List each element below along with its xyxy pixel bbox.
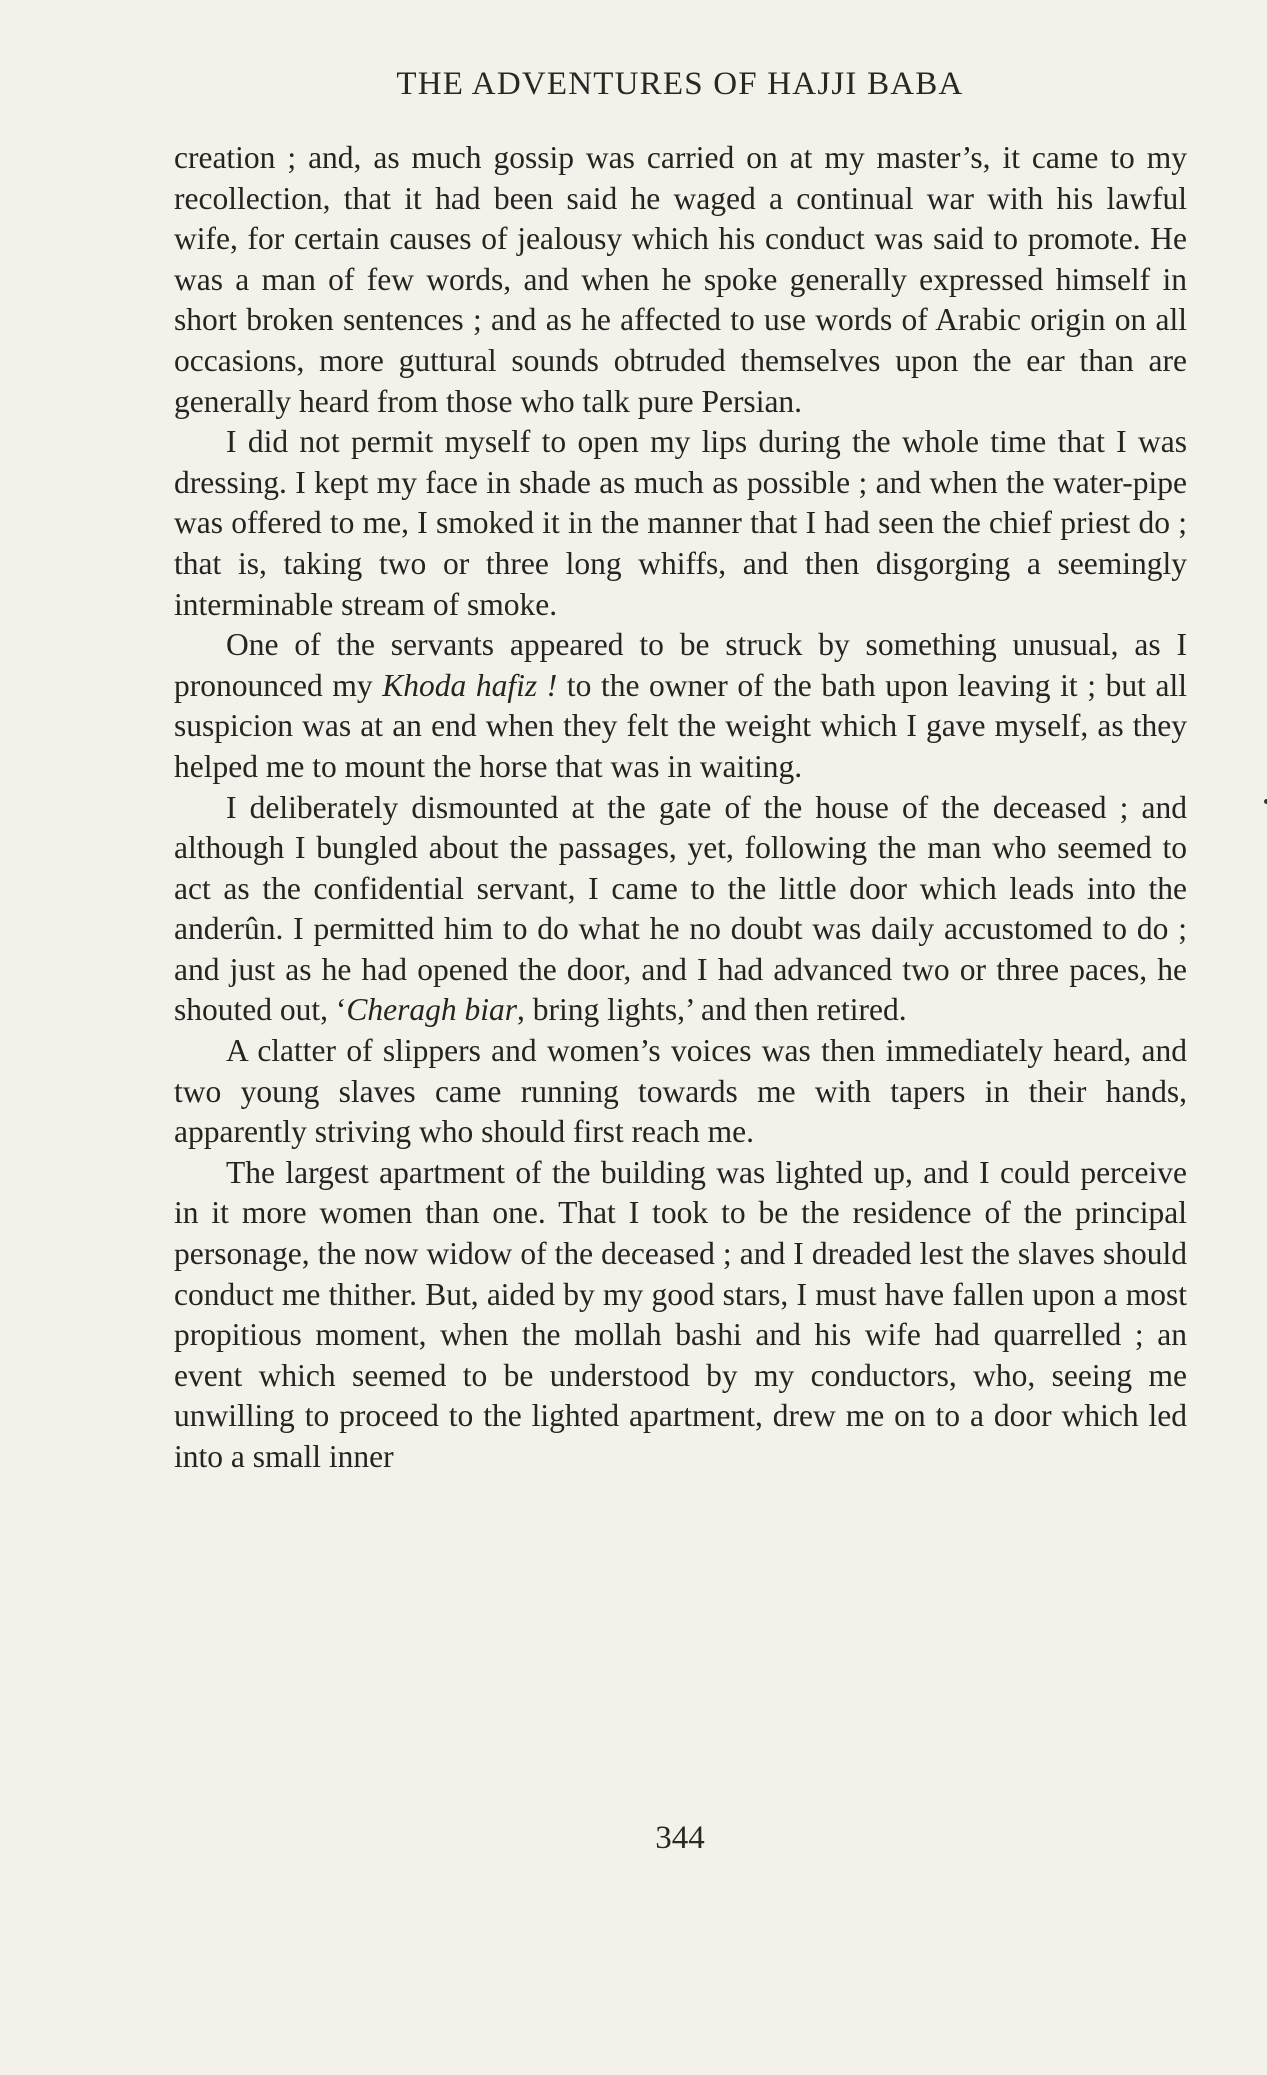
text-run: to the owner of the bath upon leaving it ; but all suspicion was at an end when they felt the weight which I gave myself, as they helped me to mount the horse that was in waiting. <box>174 667 1187 784</box>
page-number: 344 <box>655 1820 705 1856</box>
italic-phrase: Cheragh biar <box>346 992 517 1028</box>
text-run: A clatter of slippers and women’s voices was then immediately heard, and two young slaves came running towards me with tapers in their hands, apparently striving who should first reach me. <box>174 1033 1187 1150</box>
running-title: THE ADVENTURES OF HAJJI BABA <box>396 66 964 102</box>
paragraph <box>174 1153 1187 1478</box>
text-run: I did not permit myself to open my lips during the whole time that I was dressing. I kept my face in shade as much as possible ; and when the water-pipe was offered to me, I smoked it in the manner that I had seen the chief priest do ; that is, taking two or three long whiffs, and then disgorging a seemingly interminable stream of smoke. <box>174 424 1187 622</box>
paragraph <box>174 788 1187 1032</box>
text-run: The largest apartment of the building was lighted up, and I could perceive in it more women than one. That I took to be the residence of the principal personage, the now widow of the deceased ; and I dreaded lest the slaves should conduct me thither. But, aided by my good stars, I must have fallen upon a most propitious moment, when the mollah bashi and his wife had quarrelled ; an event which seemed to be understood by my conductors, who, seeing me unwilling to proceed to the lighted apartment, drew me on to a door which led into a small inner <box>174 1154 1187 1474</box>
text-run: I deliberately dismounted at the gate of the house of the deceased ; and although I bungled about the passages, yet, following the man who seemed to act as the confidential servant, I came to the little door which leads into the anderûn. I permitted him to do what he no doubt was daily accustomed to do ; and just as he had opened the door, and I had advanced two or three paces, he shouted out, ‘ <box>174 789 1187 1028</box>
italic-phrase: Khoda hafiz ! <box>382 667 558 703</box>
text-run: creation ; and, as much gossip was carried on at my master’s, it came to my recollection, that it had been said he waged a continual war with his lawful wife, for certain causes of jealousy which his conduct was said to promote. He was a man of few words, and when he spoke generally expressed himself in short broken sentences ; and as he affected to use words of Arabic origin on all occasions, more guttural sounds obtruded themselves upon the ear than are generally heard from those who talk pure Persian. <box>174 140 1187 419</box>
paragraph <box>174 422 1187 625</box>
paragraph <box>174 138 1187 422</box>
paragraph <box>174 1031 1187 1153</box>
body-text <box>174 138 1187 1478</box>
paragraph <box>174 625 1187 787</box>
text-run: One of the servants appeared to be struck by something unusual, as I pronounced my <box>174 627 1187 703</box>
text-run: , bring lights,’ and then retired. <box>517 992 907 1028</box>
